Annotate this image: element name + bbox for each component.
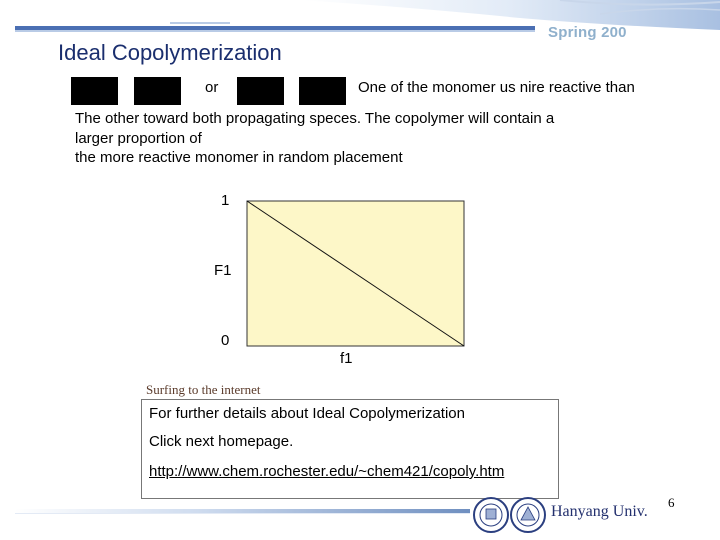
composition-plot <box>246 200 466 348</box>
semester-label: Spring 200 <box>548 24 627 41</box>
reference-link[interactable]: http://www.chem.rochester.edu/~chem421/copoly.htm <box>149 463 505 480</box>
redacted-equation-block <box>71 77 118 105</box>
y-tick-bottom: 0 <box>221 332 230 349</box>
body-line: The other toward both propagating speces. The copolymer will contain a <box>75 110 555 127</box>
body-paragraph <box>75 109 665 168</box>
university-emblem-icon <box>509 496 547 534</box>
university-seal-icon <box>472 496 510 534</box>
y-tick-top: 1 <box>221 192 230 209</box>
y-axis-label: F1 <box>214 262 232 279</box>
details-box <box>141 399 559 499</box>
equation-connector: or <box>205 79 219 96</box>
redacted-equation-block <box>299 77 346 105</box>
body-line: larger proportion of <box>75 129 202 147</box>
redacted-equation-block <box>237 77 284 105</box>
redacted-equation-block <box>134 77 181 105</box>
page-number: 6 <box>668 495 675 510</box>
x-axis-label: f1 <box>340 350 353 367</box>
body-line: the more reactive monomer in random placement <box>75 149 403 166</box>
page-title: Ideal Copolymerization <box>58 40 282 65</box>
details-instruction: Click next homepage. <box>149 433 294 450</box>
university-name: Hanyang Univ. <box>551 503 648 520</box>
section-heading: Surfing to the internet <box>146 382 261 397</box>
details-line: For further details about Ideal Copolymerization <box>149 405 465 422</box>
reactivity-statement: One of the monomer us nire reactive than <box>358 79 635 96</box>
